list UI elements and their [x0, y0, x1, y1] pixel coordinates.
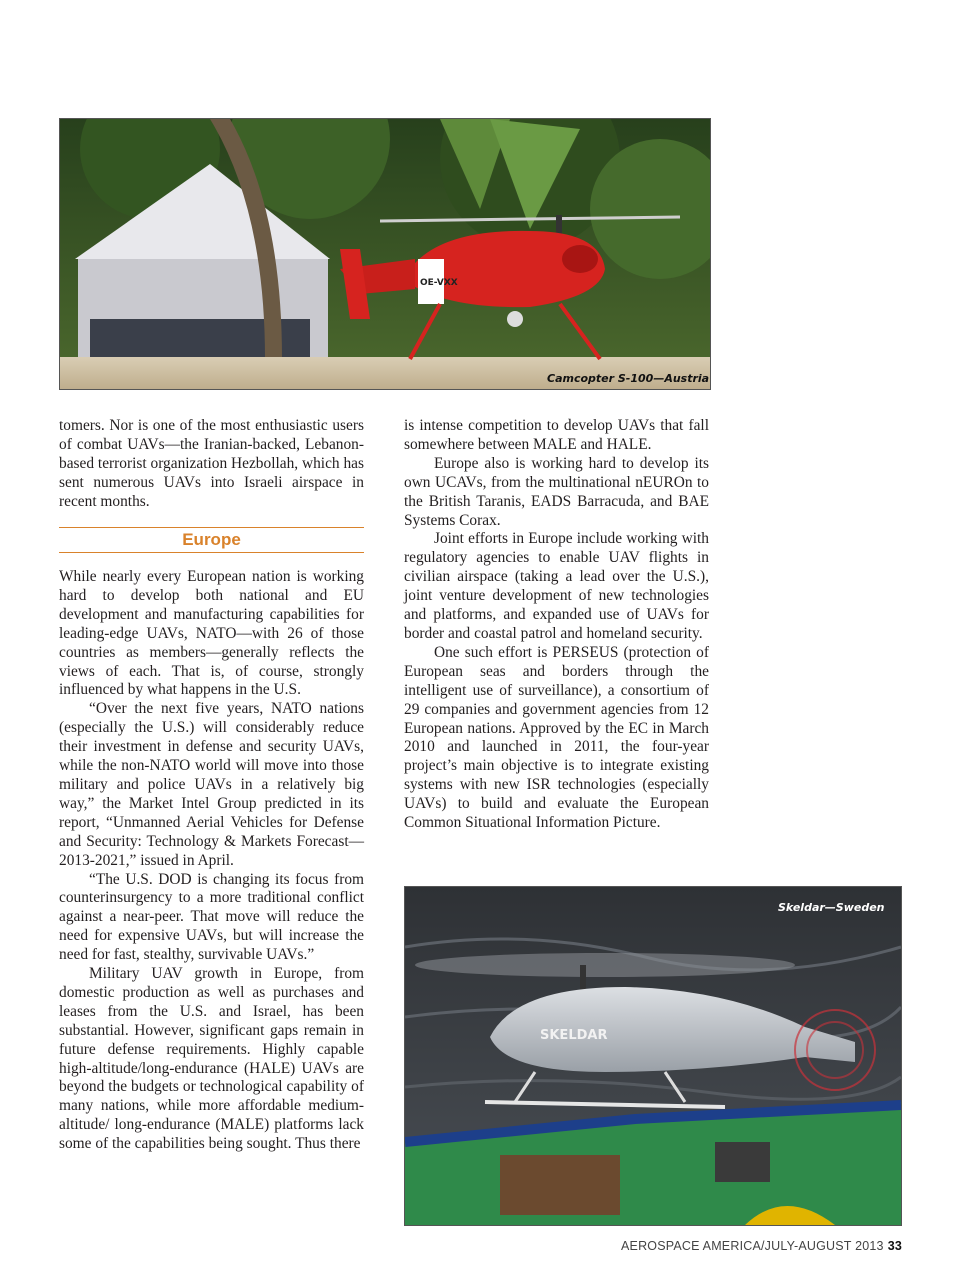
- paragraph-europe-4: Military UAV growth in Europe, from domestic production as well as purchases and leases from the U.S. and Israel, has been substantial. However, significant gaps remain in future defense requirements. Highly capable high-altitude/long-endurance (HALE) UAVs are beyond the budgets or technological capability of many nations, while more affordable medium-altitude/ long-endurance (MALE) platforms lack some of the capabilities being sought. Thus there: [59, 965, 364, 1153]
- skeldar-brand-mark: SKELDAR: [540, 1028, 608, 1043]
- section-heading-europe: Europe: [59, 527, 364, 553]
- paragraph-right-1: is intense competition to develop UAVs that fall somewhere between MALE and HALE.: [404, 417, 709, 453]
- left-column-body: [59, 568, 364, 1154]
- paragraph-right-3: Joint efforts in Europe include working with regulatory agencies to enable UAV flights in civilian airspace (taking a lead over the U.S.), joint venture development of new technologies and platforms, and expanded use of UAVs for border and coastal patrol and homeland security.: [404, 530, 709, 642]
- right-column-body: [404, 417, 709, 833]
- camcopter-caption: Camcopter S-100—Austria: [547, 372, 710, 385]
- paragraph-europe-1: While nearly every European nation is working hard to develop both national and EU development and manufacturing capabilities for leading-edge UAVs, NATO—with 26 of those countries as members—generally reflects the views of each. That is, of course, strongly influenced by what happens in the U.S.: [59, 568, 364, 699]
- skeldar-caption: Skeldar—Sweden: [778, 901, 885, 914]
- registration-mark: OE-VXX: [420, 278, 458, 288]
- paragraph-right-4: One such effort is PERSEUS (protection of European seas and borders through the intelligent use of surveillance), a consortium of 29 companies and government agencies from 12 European nations. Approved by the EC in March 2010 and launched in 2011, the four-year project’s main objective is to integrate existing systems with new ISR technologies (especially UAVs) to build and evaluate the European Common Situational Information Picture.: [404, 643, 709, 832]
- publication-title: AEROSPACE AMERICA/JULY-AUGUST 2013: [621, 1239, 884, 1253]
- camcopter-photo: [59, 118, 711, 390]
- left-column-top: [59, 417, 364, 512]
- intro-paragraph: tomers. Nor is one of the most enthusiastic users of combat UAVs—the Iranian-backed, Lebanon-based terrorist organization Hezbollah, which has sent numerous UAVs into Israeli airspace in recent months.: [59, 417, 364, 510]
- paragraph-right-2: Europe also is working hard to develop its own UCAVs, from the multinational nEUROn to the British Taranis, EADS Barracuda, and BAE Systems Corax.: [404, 454, 709, 529]
- paragraph-europe-3: “The U.S. DOD is changing its focus from counterinsurgency to a more traditional conflict against a near-peer. That move will reduce the need for expensive UAVs, but will increase the need for fast, stealthy, survivable UAVs.”: [59, 870, 364, 964]
- page-number: 33: [887, 1239, 902, 1253]
- skeldar-photo: [404, 886, 902, 1226]
- page-footer: [621, 1239, 902, 1253]
- paragraph-europe-2: “Over the next five years, NATO nations (especially the U.S.) will considerably reduce their investment in defense and security UAVs, while the non-NATO world will move into those military and police UAVs in a relatively big way,” the Market Intel Group predicted in its report, “Unmanned Aerial Vehicles for Defense and Security: Technology & Markets Forecast— 2013-2021,” issued in April.: [59, 700, 364, 869]
